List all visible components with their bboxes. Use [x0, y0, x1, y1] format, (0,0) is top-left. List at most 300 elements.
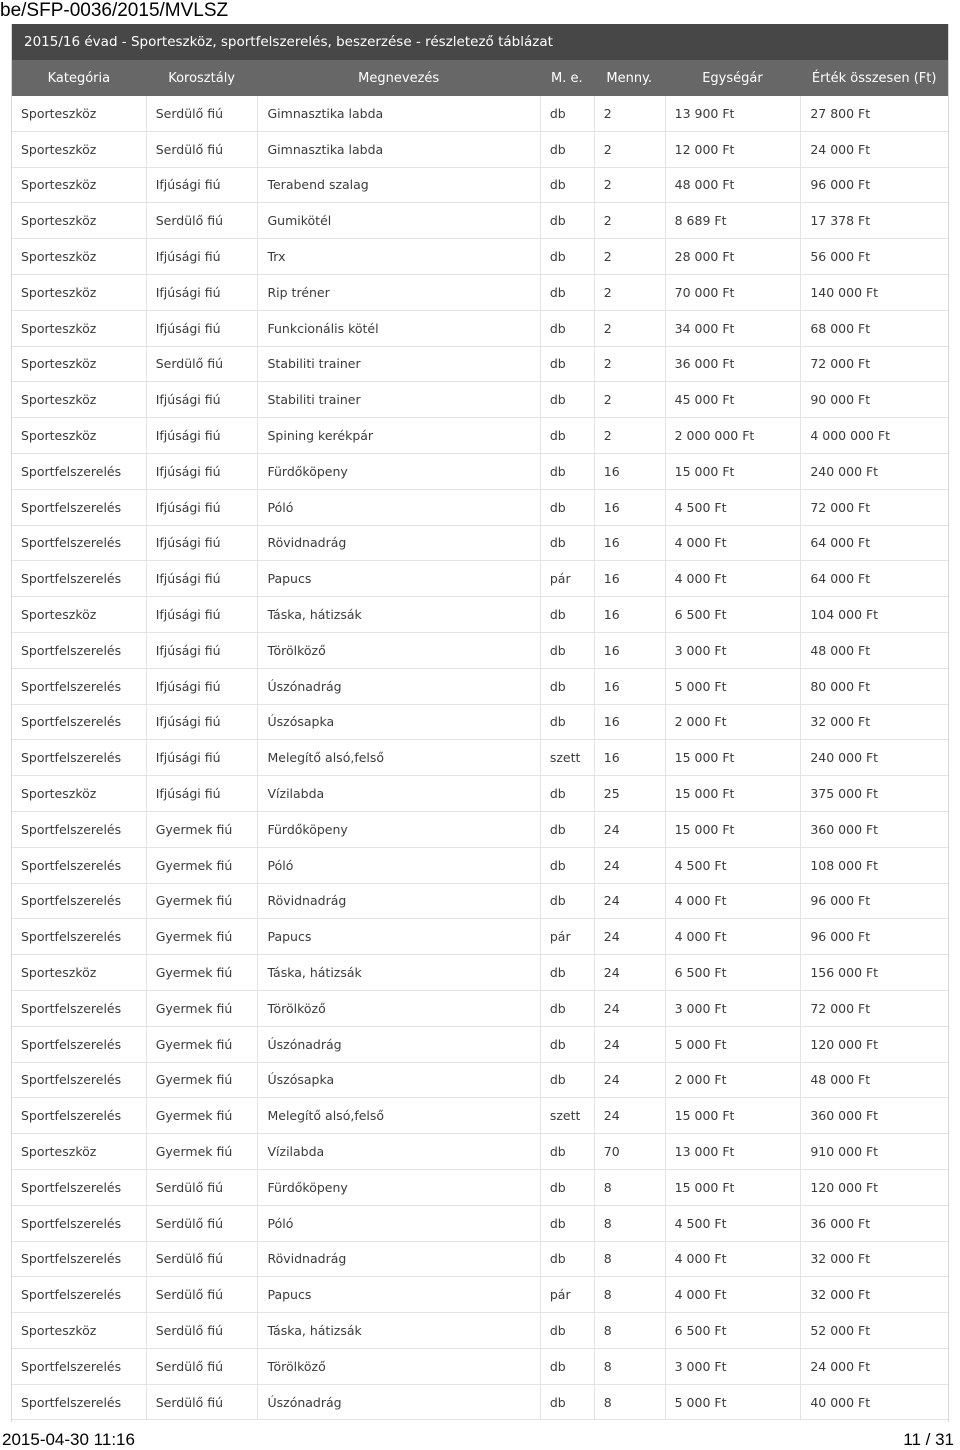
item-name-cell: Rip tréner — [257, 275, 539, 310]
total-cell: 96 000 Ft — [800, 884, 948, 919]
total-cell: 24 000 Ft — [800, 1349, 948, 1384]
quantity-cell: 16 — [594, 740, 665, 775]
table-row — [12, 1349, 948, 1385]
quantity-cell: 24 — [594, 812, 665, 847]
unit-price-cell: 4 000 Ft — [665, 1242, 801, 1277]
table-body — [12, 96, 948, 1420]
category-cell: Sporteszköz — [21, 284, 97, 300]
category-cell: Sporteszköz — [21, 607, 97, 623]
quantity-cell: 2 — [594, 132, 665, 167]
table-row — [12, 1063, 948, 1099]
quantity-cell: 2 — [594, 347, 665, 382]
unit-price-cell: 6 500 Ft — [665, 597, 801, 632]
table-row — [12, 275, 948, 311]
category-cell: Sporteszköz — [21, 965, 97, 981]
category-cell: Sporteszköz — [21, 356, 97, 372]
table-row — [12, 1385, 948, 1421]
unit-cell: db — [540, 132, 594, 167]
total-cell: 108 000 Ft — [800, 848, 948, 883]
table-row — [12, 1277, 948, 1313]
age-group-cell: Serdülő fiú — [146, 1313, 258, 1348]
category-cell: Sportfelszerelés — [21, 463, 122, 479]
category-cell: Sportfelszerelés — [21, 1287, 122, 1303]
table-row — [12, 347, 948, 383]
unit-price-cell: 5 000 Ft — [665, 669, 801, 704]
unit-cell: db — [540, 454, 594, 489]
total-cell: 24 000 Ft — [800, 132, 948, 167]
table-row — [12, 633, 948, 669]
unit-cell: szett — [540, 740, 594, 775]
document-id: be/SFP-0036/2015/MVLSZ — [0, 0, 229, 21]
category-cell: Sportfelszerelés — [21, 929, 122, 945]
category-cell: Sporteszköz — [21, 213, 97, 229]
quantity-cell: 8 — [594, 1206, 665, 1241]
item-name-cell: Gimnasztika labda — [257, 96, 539, 131]
table-row — [12, 382, 948, 418]
table-row — [12, 454, 948, 490]
unit-cell: db — [540, 96, 594, 131]
unit-price-cell: 2 000 Ft — [665, 705, 801, 740]
total-cell: 72 000 Ft — [800, 991, 948, 1026]
table-title: 2015/16 évad - Sporteszköz, sportfelszerelés, beszerzése - részletező táblázat — [12, 24, 948, 60]
unit-price-cell: 4 500 Ft — [665, 848, 801, 883]
age-group-cell: Serdülő fiú — [146, 203, 258, 238]
age-group-cell: Serdülő fiú — [146, 1385, 258, 1420]
category-cell: Sportfelszerelés — [21, 1072, 122, 1088]
table-row — [12, 705, 948, 741]
item-name-cell: Funkcionális kötél — [257, 311, 539, 346]
quantity-cell: 16 — [594, 669, 665, 704]
unit-cell: db — [540, 776, 594, 811]
category-cell: Sportfelszerelés — [21, 857, 122, 873]
category-cell: Sportfelszerelés — [21, 1036, 122, 1052]
age-group-cell: Gyermek fiú — [146, 955, 258, 990]
age-group-cell: Ifjúsági fiú — [146, 740, 258, 775]
unit-price-cell: 36 000 Ft — [665, 347, 801, 382]
age-group-cell: Gyermek fiú — [146, 1063, 258, 1098]
quantity-cell: 24 — [594, 991, 665, 1026]
unit-cell: db — [540, 1134, 594, 1169]
total-cell: 64 000 Ft — [800, 561, 948, 596]
table-row — [12, 1242, 948, 1278]
table-row — [12, 1313, 948, 1349]
item-name-cell: Táska, hátizsák — [257, 1313, 539, 1348]
unit-price-cell: 70 000 Ft — [665, 275, 801, 310]
age-group-cell: Ifjúsági fiú — [146, 705, 258, 740]
total-cell: 96 000 Ft — [800, 919, 948, 954]
category-cell: Sporteszköz — [21, 141, 97, 157]
unit-cell: db — [540, 597, 594, 632]
table-row — [12, 776, 948, 812]
category-cell: Sporteszköz — [21, 105, 97, 121]
age-group-cell: Ifjúsági fiú — [146, 454, 258, 489]
age-group-cell: Ifjúsági fiú — [146, 418, 258, 453]
column-header-quantity: Menny. — [606, 70, 653, 86]
category-cell: Sportfelszerelés — [21, 535, 122, 551]
quantity-cell: 24 — [594, 955, 665, 990]
unit-price-cell: 45 000 Ft — [665, 382, 801, 417]
age-group-cell: Serdülő fiú — [146, 1170, 258, 1205]
category-cell: Sportfelszerelés — [21, 642, 122, 658]
total-cell: 80 000 Ft — [800, 669, 948, 704]
age-group-cell: Serdülő fiú — [146, 347, 258, 382]
category-cell: Sporteszköz — [21, 786, 97, 802]
unit-cell: db — [540, 1170, 594, 1205]
total-cell: 48 000 Ft — [800, 1063, 948, 1098]
total-cell: 72 000 Ft — [800, 490, 948, 525]
unit-cell: db — [540, 848, 594, 883]
unit-cell: db — [540, 1385, 594, 1420]
item-name-cell: Papucs — [257, 919, 539, 954]
age-group-cell: Serdülő fiú — [146, 132, 258, 167]
table-row — [12, 1134, 948, 1170]
age-group-cell: Serdülő fiú — [146, 1277, 258, 1312]
column-header-total: Érték összesen (Ft) — [811, 70, 937, 86]
age-group-cell: Ifjúsági fiú — [146, 597, 258, 632]
unit-cell: db — [540, 1242, 594, 1277]
table-row — [12, 1170, 948, 1206]
table-row — [12, 168, 948, 204]
unit-cell: db — [540, 991, 594, 1026]
quantity-cell: 2 — [594, 168, 665, 203]
item-name-cell: Törölköző — [257, 1349, 539, 1384]
age-group-cell: Ifjúsági fiú — [146, 776, 258, 811]
total-cell: 48 000 Ft — [800, 633, 948, 668]
category-cell: Sportfelszerelés — [21, 893, 122, 909]
quantity-cell: 24 — [594, 1098, 665, 1133]
total-cell: 140 000 Ft — [800, 275, 948, 310]
age-group-cell: Ifjúsági fiú — [146, 275, 258, 310]
unit-price-cell: 34 000 Ft — [665, 311, 801, 346]
unit-cell: db — [540, 239, 594, 274]
age-group-cell: Serdülő fiú — [146, 96, 258, 131]
total-cell: 72 000 Ft — [800, 347, 948, 382]
item-name-cell: Melegítő alsó,felső — [257, 740, 539, 775]
total-cell: 4 000 000 Ft — [800, 418, 948, 453]
table-row — [12, 203, 948, 239]
total-cell: 360 000 Ft — [800, 1098, 948, 1133]
table-row — [12, 490, 948, 526]
quantity-cell: 8 — [594, 1313, 665, 1348]
quantity-cell: 8 — [594, 1242, 665, 1277]
category-cell: Sporteszköz — [21, 320, 97, 336]
total-cell: 27 800 Ft — [800, 96, 948, 131]
table-row — [12, 919, 948, 955]
unit-cell: db — [540, 203, 594, 238]
total-cell: 32 000 Ft — [800, 1242, 948, 1277]
item-name-cell: Spining kerékpár — [257, 418, 539, 453]
unit-cell: db — [540, 1027, 594, 1062]
unit-price-cell: 15 000 Ft — [665, 776, 801, 811]
quantity-cell: 16 — [594, 633, 665, 668]
unit-price-cell: 2 000 000 Ft — [665, 418, 801, 453]
total-cell: 68 000 Ft — [800, 311, 948, 346]
total-cell: 360 000 Ft — [800, 812, 948, 847]
table-row — [12, 955, 948, 991]
total-cell: 64 000 Ft — [800, 526, 948, 561]
age-group-cell: Serdülő fiú — [146, 1242, 258, 1277]
unit-price-cell: 15 000 Ft — [665, 1170, 801, 1205]
age-group-cell: Ifjúsági fiú — [146, 669, 258, 704]
unit-cell: pár — [540, 561, 594, 596]
unit-cell: db — [540, 812, 594, 847]
unit-price-cell: 6 500 Ft — [665, 1313, 801, 1348]
item-name-cell: Melegítő alsó,felső — [257, 1098, 539, 1133]
unit-price-cell: 48 000 Ft — [665, 168, 801, 203]
item-name-cell: Táska, hátizsák — [257, 955, 539, 990]
unit-cell: db — [540, 168, 594, 203]
quantity-cell: 8 — [594, 1349, 665, 1384]
unit-cell: db — [540, 955, 594, 990]
unit-cell: db — [540, 1206, 594, 1241]
item-name-cell: Úszósapka — [257, 705, 539, 740]
quantity-cell: 2 — [594, 382, 665, 417]
unit-price-cell: 3 000 Ft — [665, 1349, 801, 1384]
quantity-cell: 16 — [594, 597, 665, 632]
age-group-cell: Gyermek fiú — [146, 1134, 258, 1169]
category-cell: Sportfelszerelés — [21, 678, 122, 694]
category-cell: Sportfelszerelés — [21, 1215, 122, 1231]
age-group-cell: Gyermek fiú — [146, 919, 258, 954]
item-name-cell: Úszónadrág — [257, 1385, 539, 1420]
total-cell: 36 000 Ft — [800, 1206, 948, 1241]
age-group-cell: Gyermek fiú — [146, 991, 258, 1026]
quantity-cell: 2 — [594, 418, 665, 453]
item-name-cell: Törölköző — [257, 633, 539, 668]
quantity-cell: 24 — [594, 884, 665, 919]
unit-cell: db — [540, 382, 594, 417]
quantity-cell: 24 — [594, 1063, 665, 1098]
item-name-cell: Stabiliti trainer — [257, 347, 539, 382]
quantity-cell: 2 — [594, 311, 665, 346]
category-cell: Sportfelszerelés — [21, 1108, 122, 1124]
quantity-cell: 2 — [594, 239, 665, 274]
total-cell: 910 000 Ft — [800, 1134, 948, 1169]
total-cell: 120 000 Ft — [800, 1027, 948, 1062]
quantity-cell: 16 — [594, 454, 665, 489]
unit-cell: db — [540, 669, 594, 704]
category-cell: Sporteszköz — [21, 1144, 97, 1159]
table-row — [12, 884, 948, 920]
total-cell: 240 000 Ft — [800, 454, 948, 489]
table-row — [12, 1098, 948, 1134]
age-group-cell: Serdülő fiú — [146, 1349, 258, 1384]
quantity-cell: 25 — [594, 776, 665, 811]
unit-cell: db — [540, 705, 594, 740]
item-name-cell: Fürdőköpeny — [257, 454, 539, 489]
column-header-unit: M. e. — [551, 70, 583, 86]
unit-cell: db — [540, 633, 594, 668]
quantity-cell: 8 — [594, 1277, 665, 1312]
quantity-cell: 24 — [594, 919, 665, 954]
total-cell: 17 378 Ft — [800, 203, 948, 238]
item-name-cell: Fürdőköpeny — [257, 812, 539, 847]
item-name-cell: Vízilabda — [257, 776, 539, 811]
unit-price-cell: 13 900 Ft — [665, 96, 801, 131]
quantity-cell: 16 — [594, 705, 665, 740]
unit-cell: db — [540, 1313, 594, 1348]
total-cell: 104 000 Ft — [800, 597, 948, 632]
category-cell: Sportfelszerelés — [21, 821, 122, 837]
unit-price-cell: 4 000 Ft — [665, 526, 801, 561]
page-number: 11 / 31 — [903, 1430, 954, 1449]
column-header-name: Megnevezés — [358, 70, 440, 86]
unit-price-cell: 15 000 Ft — [665, 740, 801, 775]
unit-cell: db — [540, 1063, 594, 1098]
unit-price-cell: 6 500 Ft — [665, 955, 801, 990]
unit-price-cell: 28 000 Ft — [665, 239, 801, 274]
unit-price-cell: 4 000 Ft — [665, 919, 801, 954]
unit-cell: db — [540, 311, 594, 346]
table-row — [12, 848, 948, 884]
total-cell: 32 000 Ft — [800, 705, 948, 740]
item-name-cell: Rövidnadrág — [257, 526, 539, 561]
unit-cell: pár — [540, 919, 594, 954]
unit-cell: pár — [540, 1277, 594, 1312]
table-row — [12, 526, 948, 562]
quantity-cell: 8 — [594, 1170, 665, 1205]
age-group-cell: Ifjúsági fiú — [146, 168, 258, 203]
category-cell: Sportfelszerelés — [21, 1179, 122, 1195]
unit-cell: db — [540, 884, 594, 919]
item-name-cell: Gimnasztika labda — [257, 132, 539, 167]
footer-timestamp: 2015-04-30 11:16 — [2, 1430, 135, 1449]
total-cell: 240 000 Ft — [800, 740, 948, 775]
unit-cell: szett — [540, 1098, 594, 1133]
unit-price-cell: 15 000 Ft — [665, 1098, 801, 1133]
column-header-unit-price: Egységár — [702, 70, 763, 86]
age-group-cell: Gyermek fiú — [146, 884, 258, 919]
quantity-cell: 2 — [594, 203, 665, 238]
unit-cell: db — [540, 526, 594, 561]
total-cell: 40 000 Ft — [800, 1385, 948, 1420]
total-cell: 156 000 Ft — [800, 955, 948, 990]
column-header-category: Kategória — [47, 70, 111, 86]
item-name-cell: Póló — [257, 490, 539, 525]
table-header — [12, 60, 948, 96]
quantity-cell: 8 — [594, 1385, 665, 1420]
age-group-cell: Ifjúsági fiú — [146, 382, 258, 417]
item-name-cell: Póló — [257, 1206, 539, 1241]
age-group-cell: Gyermek fiú — [146, 1027, 258, 1062]
unit-price-cell: 4 000 Ft — [665, 884, 801, 919]
category-cell: Sportfelszerelés — [21, 1394, 122, 1410]
age-group-cell: Gyermek fiú — [146, 1098, 258, 1133]
total-cell: 375 000 Ft — [800, 776, 948, 811]
category-cell: Sporteszköz — [21, 249, 97, 265]
category-cell: Sporteszköz — [21, 392, 97, 408]
table-row — [12, 740, 948, 776]
category-cell: Sportfelszerelés — [21, 714, 122, 730]
category-cell: Sporteszköz — [21, 428, 97, 444]
total-cell: 120 000 Ft — [800, 1170, 948, 1205]
table-row — [12, 96, 948, 132]
item-name-cell: Úszósapka — [257, 1063, 539, 1098]
table-row — [12, 1027, 948, 1063]
category-cell: Sporteszköz — [21, 1322, 97, 1338]
unit-price-cell: 4 000 Ft — [665, 561, 801, 596]
item-name-cell: Rövidnadrág — [257, 1242, 539, 1277]
category-cell: Sportfelszerelés — [21, 1000, 122, 1016]
unit-price-cell: 15 000 Ft — [665, 454, 801, 489]
table-row — [12, 561, 948, 597]
category-cell: Sporteszköz — [21, 177, 97, 193]
item-name-cell: Fürdőköpeny — [257, 1170, 539, 1205]
quantity-cell: 16 — [594, 561, 665, 596]
unit-price-cell: 3 000 Ft — [665, 991, 801, 1026]
item-name-cell: Táska, hátizsák — [257, 597, 539, 632]
table-row — [12, 597, 948, 633]
category-cell: Sportfelszerelés — [21, 1251, 122, 1267]
unit-price-cell: 3 000 Ft — [665, 633, 801, 668]
age-group-cell: Serdülő fiú — [146, 1206, 258, 1241]
age-group-cell: Gyermek fiú — [146, 812, 258, 847]
quantity-cell: 2 — [594, 275, 665, 310]
item-name-cell: Stabiliti trainer — [257, 382, 539, 417]
table-row — [12, 812, 948, 848]
unit-cell: db — [540, 347, 594, 382]
age-group-cell: Ifjúsági fiú — [146, 239, 258, 274]
age-group-cell: Ifjúsági fiú — [146, 311, 258, 346]
item-name-cell: Gumikötél — [257, 203, 539, 238]
unit-price-cell: 4 000 Ft — [665, 1277, 801, 1312]
item-name-cell: Vízilabda — [257, 1134, 539, 1169]
unit-price-cell: 15 000 Ft — [665, 812, 801, 847]
item-name-cell: Úszónadrág — [257, 669, 539, 704]
column-header-age-group: Korosztály — [168, 70, 235, 86]
unit-price-cell: 12 000 Ft — [665, 132, 801, 167]
quantity-cell: 16 — [594, 490, 665, 525]
table-row — [12, 1206, 948, 1242]
table-row — [12, 239, 948, 275]
item-name-cell: Póló — [257, 848, 539, 883]
unit-price-cell: 4 500 Ft — [665, 1206, 801, 1241]
table-row — [12, 991, 948, 1027]
total-cell: 56 000 Ft — [800, 239, 948, 274]
age-group-cell: Ifjúsági fiú — [146, 490, 258, 525]
detail-table — [11, 24, 949, 1422]
unit-cell: db — [540, 490, 594, 525]
unit-price-cell: 2 000 Ft — [665, 1063, 801, 1098]
item-name-cell: Trx — [257, 239, 539, 274]
item-name-cell: Törölköző — [257, 991, 539, 1026]
category-cell: Sportfelszerelés — [21, 1358, 122, 1374]
age-group-cell: Ifjúsági fiú — [146, 633, 258, 668]
total-cell: 96 000 Ft — [800, 168, 948, 203]
item-name-cell: Papucs — [257, 1277, 539, 1312]
unit-price-cell: 5 000 Ft — [665, 1385, 801, 1420]
total-cell: 90 000 Ft — [800, 382, 948, 417]
unit-cell: db — [540, 418, 594, 453]
age-group-cell: Ifjúsági fiú — [146, 561, 258, 596]
total-cell: 52 000 Ft — [800, 1313, 948, 1348]
unit-cell: db — [540, 1349, 594, 1384]
table-row — [12, 669, 948, 705]
age-group-cell: Ifjúsági fiú — [146, 526, 258, 561]
category-cell: Sportfelszerelés — [21, 499, 122, 515]
unit-cell: db — [540, 275, 594, 310]
item-name-cell: Terabend szalag — [257, 168, 539, 203]
item-name-cell: Úszónadrág — [257, 1027, 539, 1062]
quantity-cell: 2 — [594, 96, 665, 131]
age-group-cell: Gyermek fiú — [146, 848, 258, 883]
quantity-cell: 24 — [594, 848, 665, 883]
item-name-cell: Papucs — [257, 561, 539, 596]
unit-price-cell: 4 500 Ft — [665, 490, 801, 525]
quantity-cell: 16 — [594, 526, 665, 561]
category-cell: Sportfelszerelés — [21, 571, 122, 587]
table-row — [12, 311, 948, 347]
